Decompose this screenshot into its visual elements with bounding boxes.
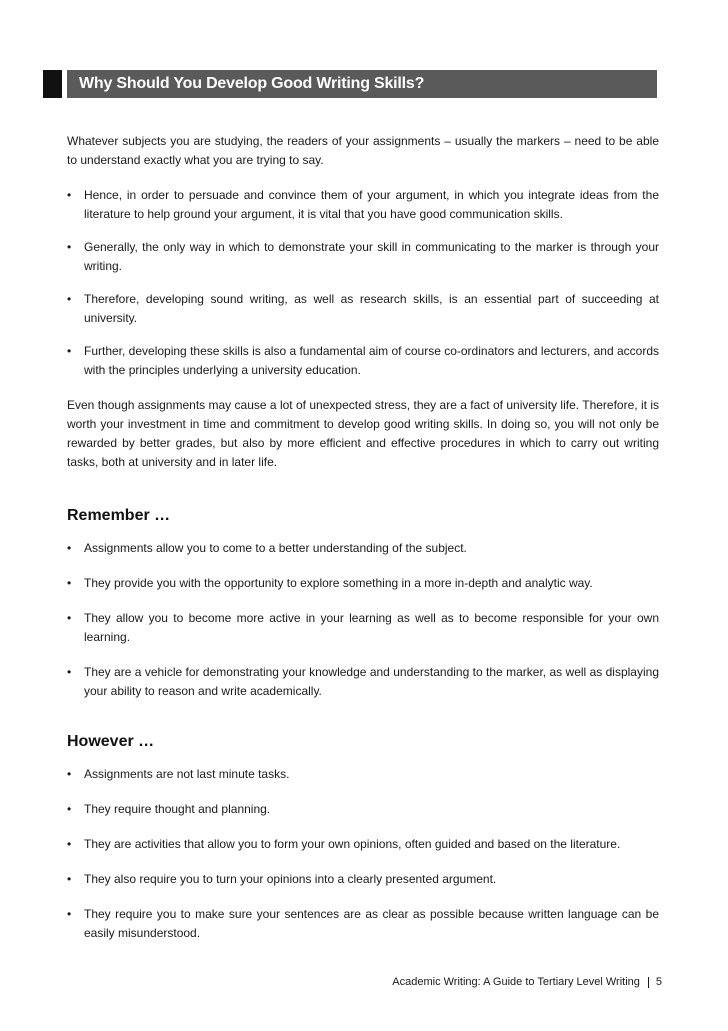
list-item-text: They are activities that allow you to form your own opinions, often guided and based on the literature. [84, 837, 621, 851]
bullet-icon: • [67, 541, 72, 555]
list-item [67, 574, 659, 593]
bullet-icon: • [67, 802, 72, 816]
body-content [67, 132, 659, 943]
list-item [67, 905, 659, 943]
list-item [67, 765, 659, 784]
list-item-text: Assignments are not last minute tasks. [84, 767, 290, 781]
intro-bullet-list [67, 186, 659, 380]
remember-heading: Remember … [67, 507, 171, 524]
list-item [67, 342, 659, 380]
list-item [67, 800, 659, 819]
list-item [67, 186, 659, 224]
list-item [67, 290, 659, 328]
list-item-text: Generally, the only way in which to demonstrate your skill in communicating to the marker is through your writing. [84, 240, 659, 273]
footer-book-title: Academic Writing: A Guide to Tertiary Level Writing [392, 976, 640, 988]
bullet-icon: • [67, 292, 72, 306]
list-item-text: Hence, in order to persuade and convince them of your argument, in which you integrate ideas from the literature to help ground your argument, it is vital that you have good communication skills. [84, 188, 659, 221]
title-marker-block [43, 70, 62, 98]
list-item [67, 870, 659, 889]
bullet-icon: • [67, 837, 72, 851]
however-bullet-list [67, 765, 659, 943]
list-item-text: They are a vehicle for demonstrating your knowledge and understanding to the marker, as well as displaying your ability to reason and write academically. [84, 665, 659, 698]
however-section [67, 732, 659, 943]
section-title-bar [43, 70, 657, 98]
footer-separator [648, 977, 649, 988]
list-item [67, 238, 659, 276]
page-title: Why Should You Develop Good Writing Skills? [79, 75, 425, 92]
list-item-text: They also require you to turn your opinions into a clearly presented argument. [84, 872, 497, 886]
intro-paragraph: Whatever subjects you are studying, the readers of your assignments – usually the markers – need to be able to understand exactly what you are trying to say. [67, 134, 659, 167]
page-number: 5 [655, 976, 662, 988]
list-item-text: They require thought and planning. [84, 802, 271, 816]
bullet-icon: • [67, 240, 72, 254]
list-item-text: They allow you to become more active in your learning as well as to become responsible for your own learning. [84, 611, 659, 644]
list-item [67, 609, 659, 647]
list-item [67, 835, 659, 854]
page-footer [392, 976, 662, 988]
bullet-icon: • [67, 576, 72, 590]
list-item-text: They provide you with the opportunity to explore something in a more in-depth and analytic way. [84, 576, 593, 590]
list-item [67, 539, 659, 558]
list-item-text: Therefore, developing sound writing, as well as research skills, is an essential part of succeeding at university. [84, 292, 659, 325]
bullet-icon: • [67, 665, 72, 679]
stress-paragraph: Even though assignments may cause a lot of unexpected stress, they are a fact of university life. Therefore, it is worth your investment in time and commitment to develop good writing skills. In doing so, you will not only be rewarded by better grades, but also by more efficient and effective procedures in which to carry out writing tasks, both at university and in later life. [67, 398, 659, 469]
bullet-icon: • [67, 872, 72, 886]
however-heading: However … [67, 733, 155, 750]
intro-section [67, 132, 659, 472]
bullet-icon: • [67, 907, 72, 921]
remember-section [67, 506, 659, 701]
list-item-text: Assignments allow you to come to a better understanding of the subject. [84, 541, 467, 555]
bullet-icon: • [67, 767, 72, 781]
list-item-text: They require you to make sure your sentences are as clear as possible because written language can be easily misunderstood. [84, 907, 659, 940]
bullet-icon: • [67, 344, 72, 358]
bullet-icon: • [67, 188, 72, 202]
remember-bullet-list [67, 539, 659, 701]
bullet-icon: • [67, 611, 72, 625]
list-item-text: Further, developing these skills is also a fundamental aim of course co-ordinators and lecturers, and accords with the principles underlying a university education. [84, 344, 659, 377]
list-item [67, 663, 659, 701]
title-band [67, 70, 657, 98]
